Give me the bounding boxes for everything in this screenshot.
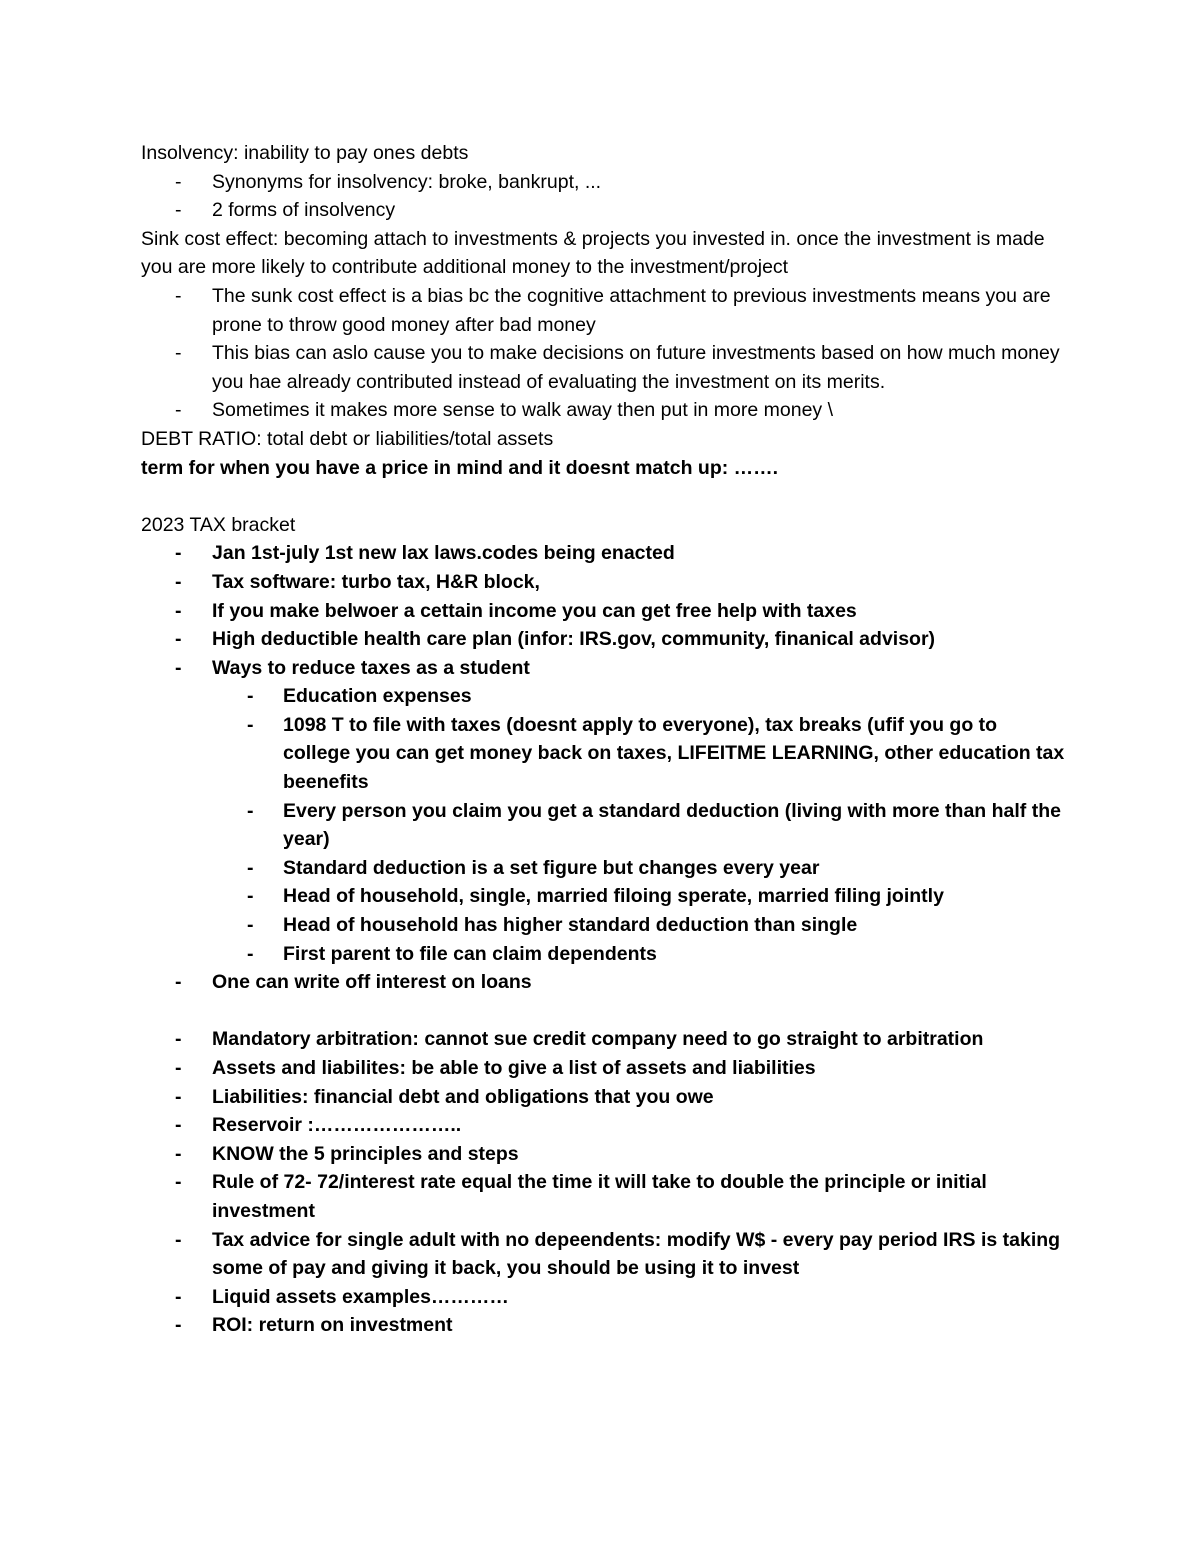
sub-list-item: - 1098 T to file with taxes (doesnt apply to everyone), tax breaks (ufif you go to college you can get money back on taxes, LIFEITME LEARNING, other education tax beenefits <box>141 711 1066 797</box>
bullet-dash: - <box>175 1057 182 1079</box>
sunk-cost-definition: Sink cost effect: becoming attach to investments & projects you invested in. once the investment is made you are more likely to contribute additional money to the investment/project <box>141 227 1045 279</box>
debt-ratio-line: DEBT RATIO: total debt or liabilities/total assets <box>141 427 554 450</box>
bullet-dash: - <box>175 570 182 593</box>
list-item: - Liquid assets examples………… <box>141 1283 1066 1312</box>
bullet-dash: - <box>175 1114 182 1137</box>
list-item: - Tax advice for single adult with no depeendents: modify W$ - every pay period IRS is taking some of pay and giving it back, you should be using it to invest <box>141 1226 1066 1283</box>
list-item: - Tax software: turbo tax, H&R block, <box>141 568 1066 597</box>
bullet-dash: - <box>175 542 182 565</box>
price-term-line: term for when you have a price in mind and it doesnt match up: ……. <box>141 456 779 479</box>
list-item: - Mandatory arbitration: cannot sue credit company need to go straight to arbitration <box>141 1025 1066 1054</box>
list-item: - Liabilities: financial debt and obligations that you owe <box>141 1083 1066 1112</box>
bullet-dash: - <box>175 1085 182 1108</box>
list-item: - Reservoir :………………….. <box>141 1111 1066 1140</box>
list-item: - One can write off interest on loans <box>141 968 1066 997</box>
blank-line <box>141 997 1066 1026</box>
list-item: - If you make belwoer a cettain income you can get free help with taxes <box>141 597 1066 626</box>
notes-page <box>141 139 1066 1340</box>
list-item: - Sometimes it makes more sense to walk away then put in more money \ <box>141 396 1066 425</box>
list-item: - High deductible health care plan (infor: IRS.gov, community, finanical advisor) <box>141 625 1066 654</box>
list-item: - Rule of 72- 72/interest rate equal the time it will take to double the principle or initial investment <box>141 1168 1066 1225</box>
bullet-dash: - <box>175 656 182 679</box>
list-item: - 2 forms of insolvency <box>141 196 1066 225</box>
bullet-dash: - <box>175 1171 182 1194</box>
bullet-dash: - <box>175 284 182 307</box>
insolvency-definition: Insolvency: inability to pay ones debts <box>141 142 469 164</box>
bullet-dash: - <box>175 199 182 222</box>
bullet-dash: - <box>247 799 254 822</box>
sub-list-item: - Standard deduction is a set figure but changes every year <box>141 854 1066 883</box>
sub-list-item: - Head of household, single, married filoing sperate, married filing jointly <box>141 882 1066 911</box>
bullet-dash: - <box>175 971 182 994</box>
bullet-dash: - <box>247 914 254 937</box>
bullet-dash: - <box>175 170 182 193</box>
bullet-dash: - <box>175 628 182 651</box>
blank-line <box>141 482 1066 511</box>
bullet-dash: - <box>175 1142 182 1165</box>
sub-list-item: - Every person you claim you get a standard deduction (living with more than half the year) <box>141 797 1066 854</box>
bullet-dash: - <box>175 1228 182 1251</box>
list-item: - ROI: return on investment <box>141 1311 1066 1340</box>
list-item: - Synonyms for insolvency: broke, bankrupt, ... <box>141 168 1066 197</box>
list-item: - KNOW the 5 principles and steps <box>141 1140 1066 1169</box>
list-item: - This bias can aslo cause you to make decisions on future investments based on how much money you hae already contributed instead of evaluating the investment on its merits. <box>141 339 1066 396</box>
list-item: - The sunk cost effect is a bias bc the cognitive attachment to previous investments means you are prone to throw good money after bad money <box>141 282 1066 339</box>
tax-section <box>141 511 1066 1340</box>
sub-list-item: - Head of household has higher standard deduction than single <box>141 911 1066 940</box>
bullet-dash: - <box>247 885 254 908</box>
bullet-dash: - <box>175 599 182 622</box>
list-item: - Ways to reduce taxes as a student <box>141 654 1066 683</box>
sub-list-item: - Education expenses <box>141 682 1066 711</box>
tax-heading: 2023 TAX bracket <box>141 513 296 536</box>
bullet-dash: - <box>175 1314 182 1337</box>
bullet-dash: - <box>175 1028 182 1051</box>
bullet-dash: - <box>175 399 182 422</box>
bullet-dash: - <box>247 713 254 736</box>
list-item: - Assets and liabilites: be able to give a list of assets and liabilities <box>141 1054 1066 1083</box>
bullet-dash: - <box>247 942 254 965</box>
bullet-dash: - <box>247 685 254 708</box>
bullet-dash: - <box>247 856 254 879</box>
bullet-dash: - <box>175 342 182 365</box>
bullet-dash: - <box>175 1285 182 1308</box>
list-item: - Jan 1st-july 1st new lax laws.codes being enacted <box>141 539 1066 568</box>
sub-list-item: - First parent to file can claim dependents <box>141 940 1066 969</box>
